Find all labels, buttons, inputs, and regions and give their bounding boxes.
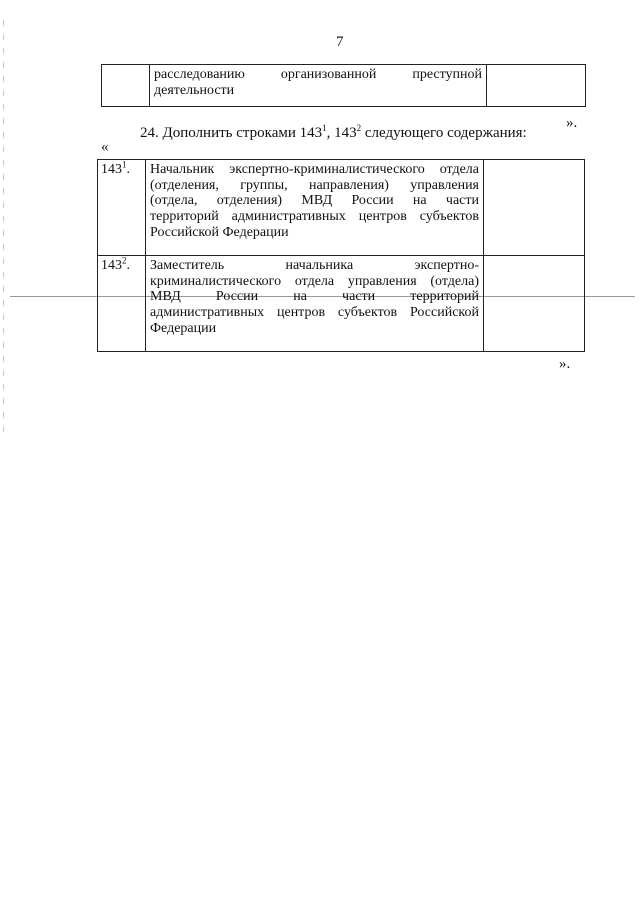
scan-page-edge bbox=[3, 20, 4, 440]
instruction-text: , 143 bbox=[326, 125, 357, 141]
position-line: (отделения, группы, направления) управления bbox=[150, 177, 479, 193]
closing-quote: ». bbox=[566, 115, 578, 131]
table-row bbox=[98, 256, 585, 352]
superscript: 2 bbox=[356, 123, 362, 133]
position-line: Российской Федерации bbox=[150, 224, 289, 240]
instruction-text: следующего содержания: bbox=[361, 125, 527, 141]
position-line: (отдела, отделения) МВД России на части bbox=[150, 193, 479, 209]
position-line: расследованию организованной преступной bbox=[154, 67, 482, 82]
row-number-cell bbox=[102, 65, 150, 107]
empty-cell bbox=[484, 160, 585, 256]
new-rows-table bbox=[97, 159, 585, 352]
opening-quote: « bbox=[101, 139, 109, 155]
amendment-instruction bbox=[140, 125, 527, 142]
continued-table bbox=[101, 64, 586, 107]
position-line: территорий административных центров субъектов bbox=[150, 209, 479, 225]
position-line: Начальник экспертно-криминалистического отдела bbox=[150, 162, 479, 177]
instruction-text: 24. Дополнить строками 143 bbox=[140, 125, 323, 141]
position-line: Федерации bbox=[150, 320, 217, 336]
closing-quote: ». bbox=[559, 356, 571, 372]
page-number: 7 bbox=[336, 34, 344, 50]
position-line: Заместитель начальника экспертно- bbox=[150, 258, 479, 273]
position-line: МВД России на части территорий bbox=[150, 289, 479, 305]
row-number-cell: $143^1$. bbox=[98, 160, 146, 256]
empty-cell bbox=[484, 256, 585, 352]
position-line: деятельности bbox=[154, 82, 235, 98]
superscript: 1 bbox=[322, 123, 327, 133]
position-cell bbox=[150, 65, 487, 107]
table-row bbox=[102, 65, 586, 107]
position-cell bbox=[146, 160, 484, 256]
table-row bbox=[98, 160, 585, 256]
row-number-cell: $143^2$. bbox=[98, 256, 146, 352]
position-cell bbox=[146, 256, 484, 352]
position-line: криминалистического отдела управления (отдела) bbox=[150, 273, 479, 289]
position-line: административных центров субъектов Российской bbox=[150, 305, 479, 321]
empty-cell bbox=[487, 65, 586, 107]
